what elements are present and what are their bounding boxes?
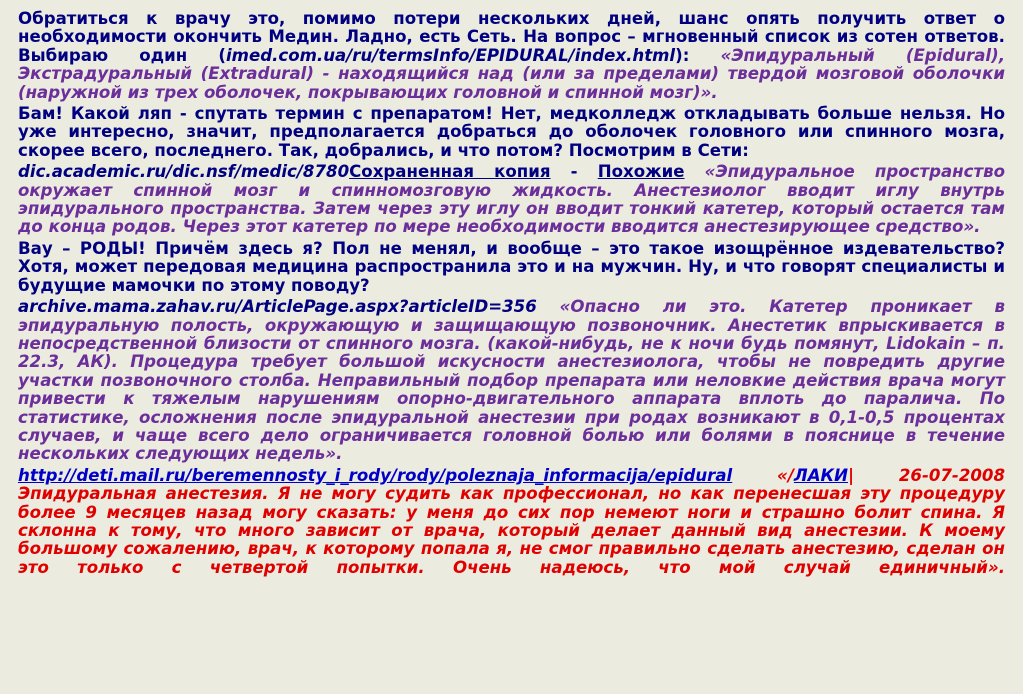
quote-open: «/ [732, 465, 794, 485]
intro-text: Обратиться к врачу это, помимо потери нескольких дней, шанс опять получить ответ о необходимости окончить Медин. Ладно, есть Сеть. На вопрос – мгновенный список из сотен ответов. Выбираю один ( [18, 9, 1005, 65]
paragraph-academic [18, 163, 1005, 237]
paragraph-bam [18, 105, 1005, 160]
deti-quote: 26-07-2008 Эпидуральная анестезия. Я не могу судить как профессионал, но как перенесшая эту процедуру более 9 месяцев назад могу сказать: у меня до сих пор немеют ноги и страшно болит спина. Я склонна к тому, что много зависит от врача, который делает данный вид анестезии. К моему большому сожалению, врач, к которому попала я, не смог правильно сделать анестезию, сделан он это только с четвертой попытки. Очень надеюсь, что мой случай единичный». [18, 465, 1005, 577]
mama-link[interactable]: archive.mama.zahav.ru/ArticlePage.aspx?articleID=356 [18, 297, 537, 317]
author-separator: | [847, 465, 855, 485]
academic-quote: «Эпидуральное пространство окружает спинной мозг и спинномозговую жидкость. Анестезиолог вводит иглу внутрь эпидурального пространства. Затем через эту иглу он вводит тонкий катетер, который остается там до конца родов. Через этот катетер по мере необходимости вводится анестезирующее средство». [18, 162, 1006, 237]
author-link[interactable]: ЛАКИ [793, 465, 848, 485]
wow-text: Вау – РОДЫ! Причём здесь я? Пол не менял, и вообще – это такое изощрённое издевательство? Хотя, может передовая медицина распространила это и на мужчин. Ну, и что говорят специалисты и будущие мамочки по этому поводу? [18, 238, 1005, 295]
academic-link[interactable]: dic.academic.ru/dic.nsf/medic/8780 [18, 162, 350, 182]
article [18, 10, 1005, 577]
bam-text: Бам! Какой ляп - спутать термин с препаратом! Нет, медколледж откладывать больше нельзя. Но уже интересно, значит, предполагается добраться до оболочек головного или спинного мозга, скорее всего, последнего. Так, добрались, и что потом? Посмотрим в Сети: [18, 104, 1005, 160]
deti-link[interactable]: http://deti.mail.ru/beremennosty_i_rody/rody/poleznaja_informacija/epidural [18, 465, 733, 485]
imed-link[interactable]: imed.com.ua/ru/termsInfo/EPIDURAL/index.html [225, 45, 676, 65]
saved-copy-link[interactable]: Сохраненная копия [349, 162, 551, 182]
similar-link[interactable]: Похожие [597, 162, 685, 182]
intro-after: ): [675, 45, 690, 65]
paragraph-intro [18, 10, 1005, 102]
paragraph-mama [18, 298, 1005, 464]
paragraph-deti [18, 467, 1005, 577]
mama-quote: «Опасно ли это. Катетер проникает в эпидуральную полость, окружающую и защищающую позвоночник. Анестетик впрыскивается в непосредственной близости от спинного мозга. (какой-нибудь, не к ночи будь помянут, Lidokain – п. 22.3, АК). Процедура требует большой искусности анестезиолога, чтобы не повредить другие участки позвоночного столба. Неправильный подбор препарата или неловкие действия врача могут привести к тяжелым нарушениям опорно-двигательного аппарата вплоть до паралича. По статистике, осложнения после эпидуральной анестезии при родах возникают в 0,1-0,5 процентах случаев, и чаще всего дело ограничивается головной болью или болями в пояснице в течение нескольких следующих недель». [18, 297, 1005, 464]
paragraph-wow [18, 240, 1005, 295]
dash-separator: - [550, 162, 598, 182]
epidural-definition-quote: «Эпидуральный (Epidural), Экстрадуральный (Extradural) - находящийся над (или за пределами) твердой мозговой оболочки (наружной из трех оболочек, покрывающих головной и спинной мозг)». [18, 45, 1005, 102]
